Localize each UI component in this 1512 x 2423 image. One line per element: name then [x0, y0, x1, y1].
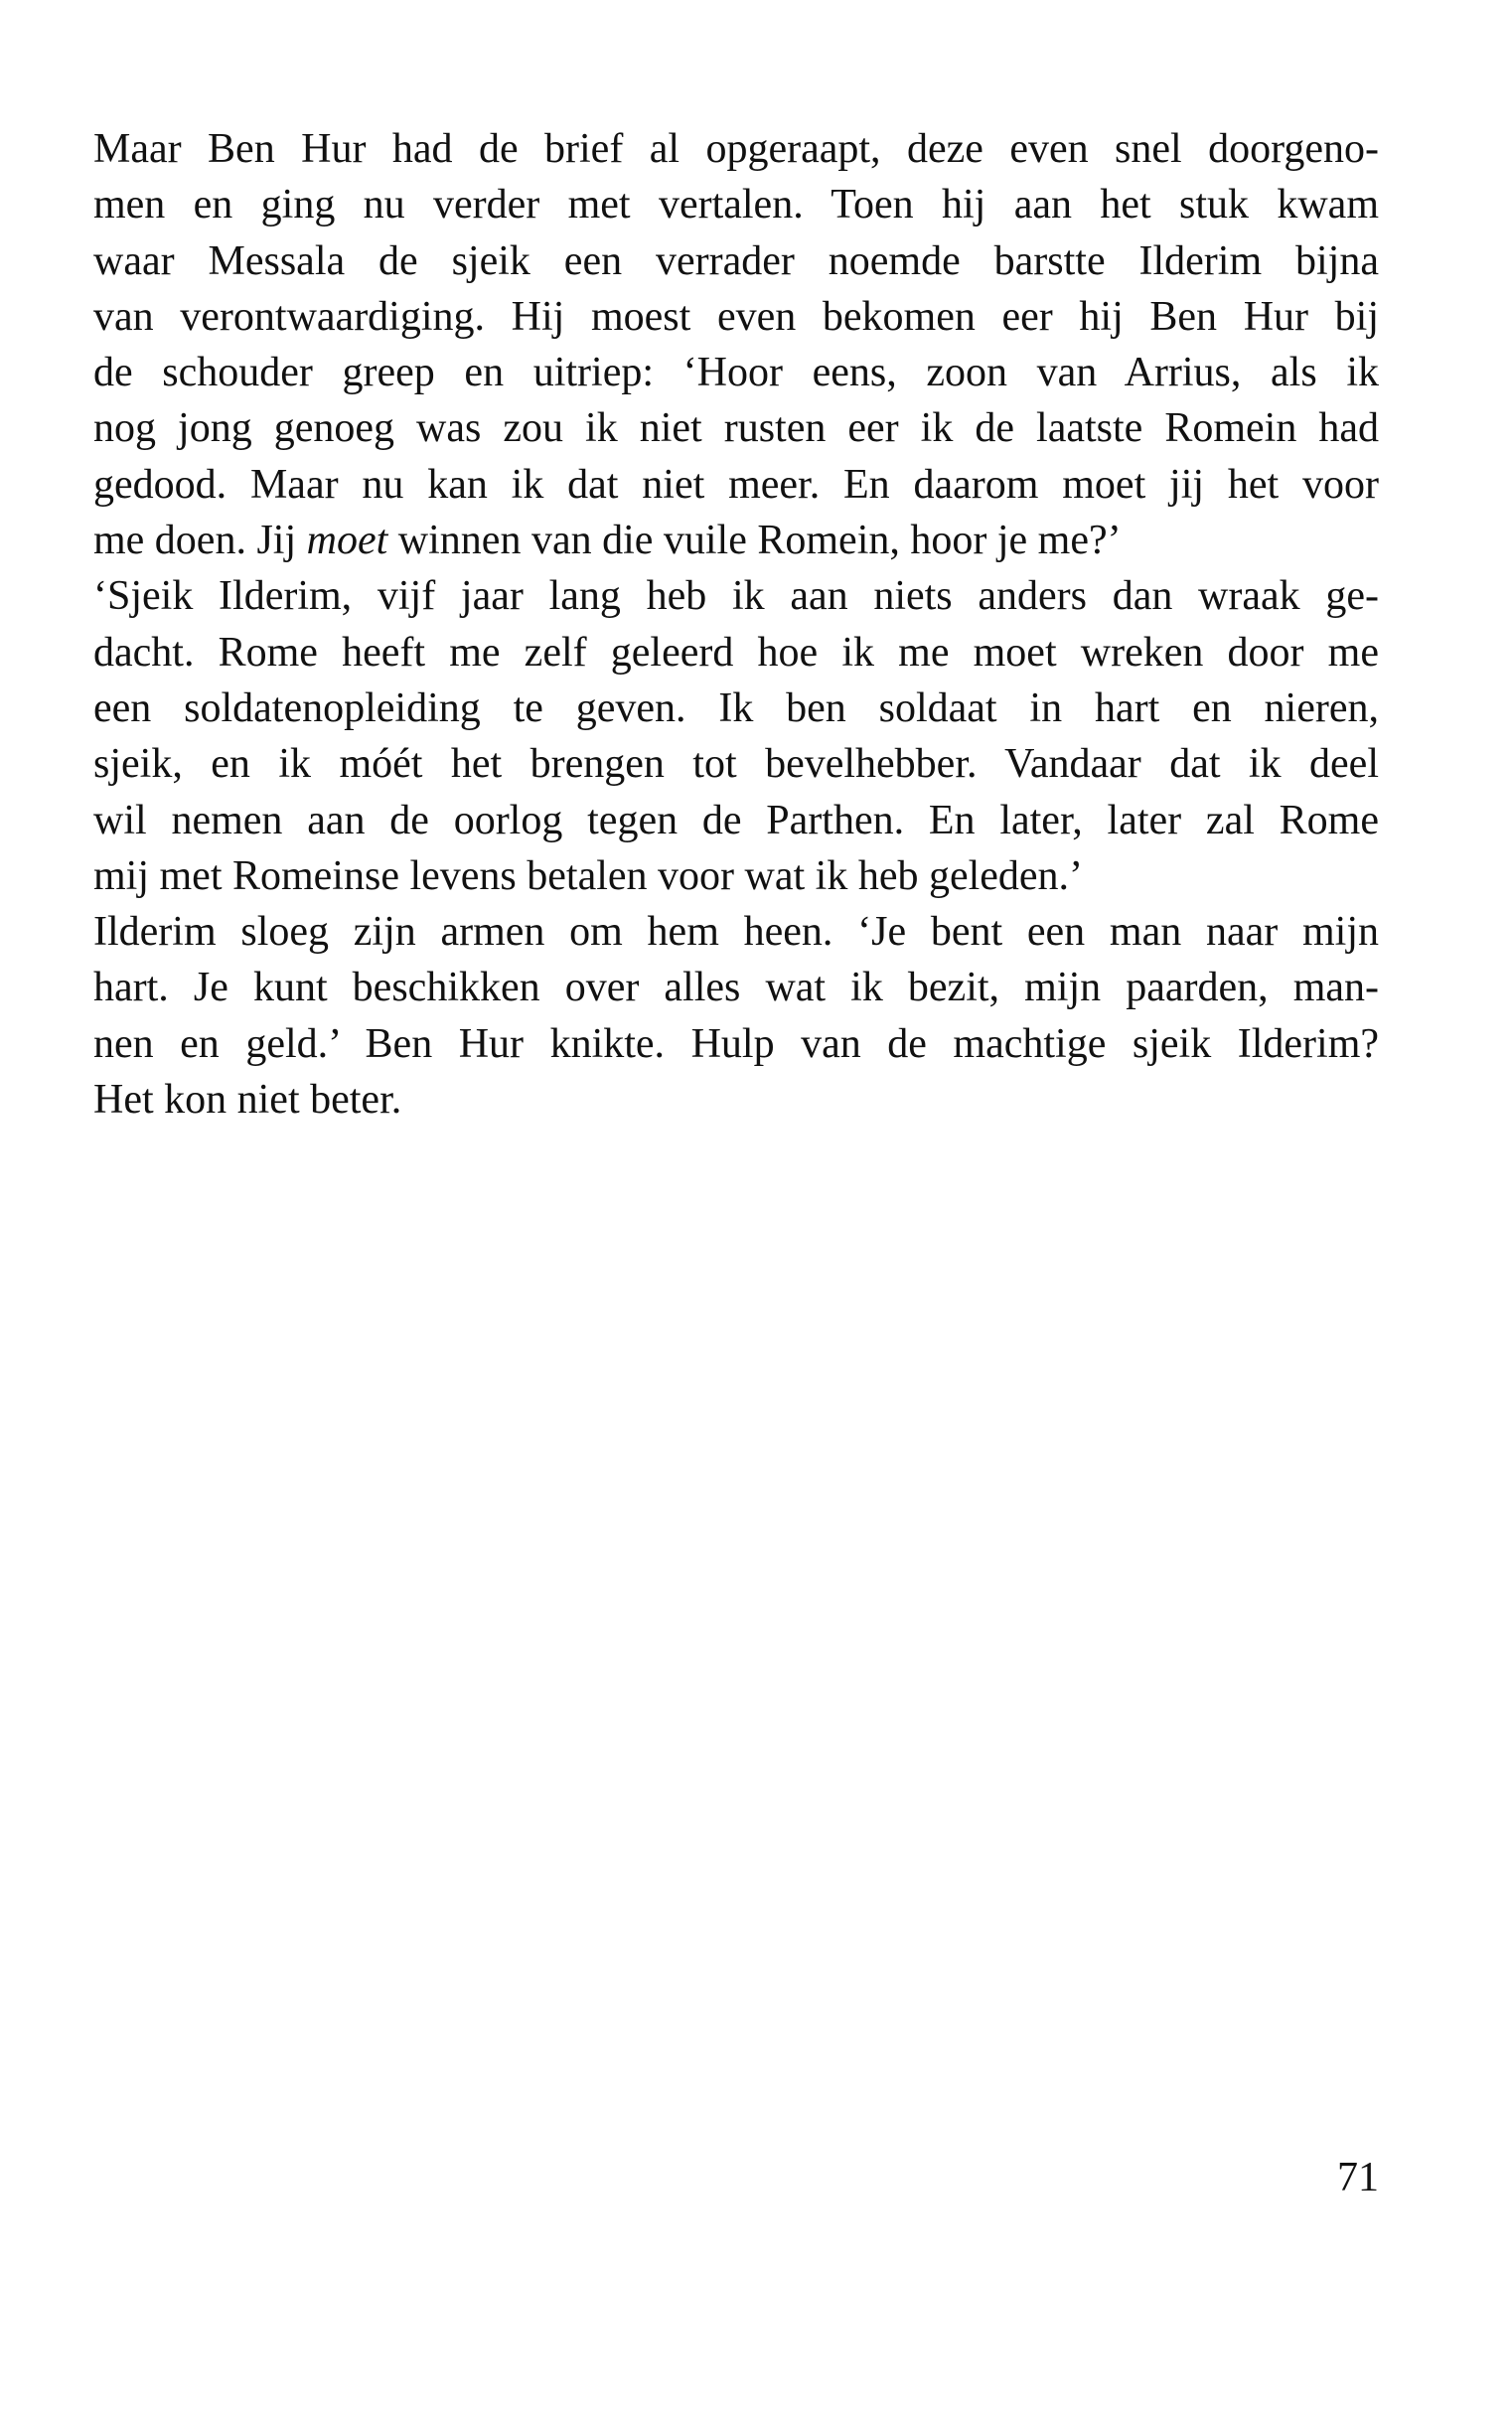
text-line: wil nemen aan de oorlog tegen de Parthen. En later, later zal Rome [93, 797, 1379, 843]
text-line: waar Messala de sjeik een verrader noemde barstte Ilderim bijna [93, 237, 1379, 284]
text-line: een soldatenopleiding te geven. Ik ben soldaat in hart en nieren, [93, 684, 1379, 731]
text-line: Het kon niet beter. [93, 1077, 402, 1124]
text-line: ‘Sjeik Ilderim, vijf jaar lang heb ik aan niets anders dan wraak ge- [93, 573, 1379, 620]
text-line: nog jong genoeg was zou ik niet rusten eer ik de laatste Romein had [93, 405, 1379, 452]
body-text [93, 121, 1379, 1128]
text-line: de schouder greep en uitriep: ‘Hoor eens, zoon van Arrius, als ik [93, 350, 1379, 396]
text-line [93, 513, 1379, 568]
text-line: gedood. Maar nu kan ik dat niet meer. En daarom moet jij het voor [93, 461, 1379, 508]
page-number: 71 [1337, 2155, 1379, 2200]
text-line: dacht. Rome heeft me zelf geleerd hoe ik me moet wreken door me [93, 629, 1379, 676]
text-span: me doen. Jij [93, 518, 307, 564]
text-line: men en ging nu verder met vertalen. Toen hij aan het stuk kwam [93, 182, 1379, 228]
text-line: Maar Ben Hur had de brief al opgeraapt, deze even snel doorgeno- [93, 126, 1379, 172]
text-line: mij met Romeinse levens betalen voor wat ik heb geleden.’ [93, 852, 1084, 899]
text-line: hart. Je kunt beschikken over alles wat ik bezit, mijn paarden, man- [93, 965, 1379, 1011]
text-line: van verontwaardiging. Hij moest even bekomen eer hij Ben Hur bij [93, 293, 1379, 340]
text-line: nen en geld.’ Ben Hur knikte. Hulp van de machtige sjeik Ilderim? [93, 1020, 1379, 1067]
text-span: winnen van die vuile Romein, hoor je me?’ [387, 518, 1122, 564]
italic-emphasis: moet [306, 518, 388, 564]
text-line: sjeik, en ik móét het brengen tot bevelhebber. Vandaar dat ik deel [93, 741, 1379, 788]
text-line: Ilderim sloeg zijn armen om hem heen. ‘Je bent een man naar mijn [93, 909, 1379, 956]
